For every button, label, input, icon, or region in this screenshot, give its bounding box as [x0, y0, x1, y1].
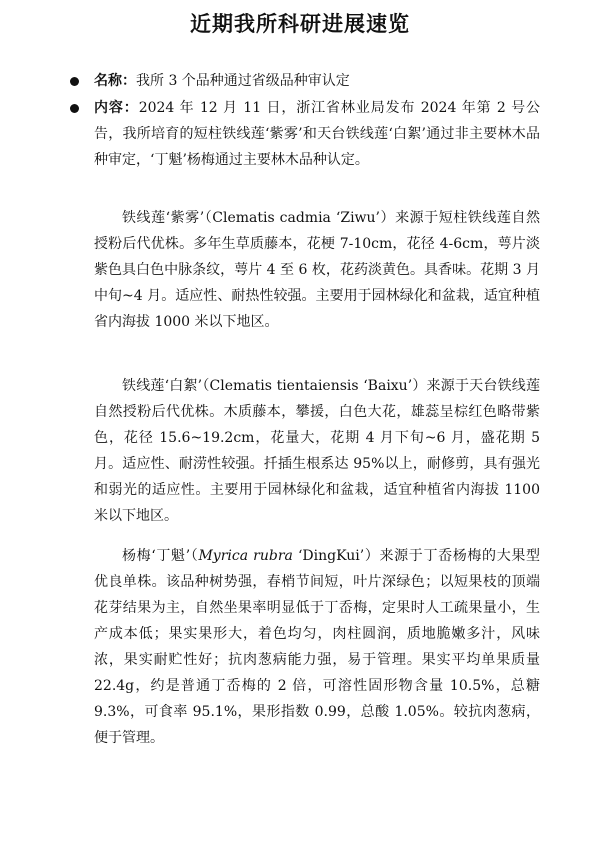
content-bullet-text — [94, 95, 540, 173]
name-bullet-row — [70, 68, 540, 94]
page-title: 近期我所科研进展速览 — [190, 11, 410, 36]
content-value: 2024 年 12 月 11 日，浙江省林业局发布 2024 年第 2 号公告，我所培育的短柱铁线莲‘紫雾’和天台铁线莲‘白絮’通过非主要林木品种审定，‘丁魁’杨梅通过主要林木品种认定。 — [94, 100, 540, 168]
paragraph-dingkui — [94, 543, 540, 751]
content-label: 内容： — [94, 100, 139, 116]
dingkui-latin-name: Myrica rubra — [198, 548, 293, 564]
bullet-icon — [70, 104, 79, 113]
paragraph-ziwu: 铁线莲‘紫雾’（Clematis cadmia ‘Ziwu’）来源于短柱铁线莲自然授粉后代优株。多年生草质藤本，花梗 7-10cm，花径 4-6cm，萼片淡紫色具白色中脉条纹，萼片 4 至 6 枚，花药淡黄色。具香味。花期 3 月中旬~4 月。适应性、耐热性较强。主要用于园林绿化和盆栽，适宜种植省内海拔 1000 米以下地区。 — [94, 210, 540, 330]
bullet-icon — [70, 77, 79, 86]
dingkui-text-post: ‘DingKui’）来源于丁岙杨梅的大果型优良单株。该品种树势强，春梢节间短，叶片深绿色；以短果枝的顶端花芽结果为主，自然坐果率明显低于丁岙梅，定果时人工疏果量小，生产成本低；果实果形大，着色均匀，肉柱圆润，质地脆嫩多汁，风味浓，果实耐贮性好；抗肉葱病能力强，易于管理。果实平均单果质量 22.4g，约是普通丁岙梅的 2 倍，可溶性固形物含量 10.5%，总糖 9.3%，可食率 95.1%，果形指数 0.99，总酸 1.05%。较抗肉葱病，便于管理。 — [94, 548, 540, 746]
content-bullet-row — [70, 95, 540, 173]
name-value: 我所 3 个品种通过省级品种审认定 — [136, 73, 350, 89]
name-label: 名称： — [94, 73, 136, 89]
dingkui-text-pre: 杨梅‘丁魁’（ — [122, 548, 199, 564]
paragraph-baixu: 铁线莲‘白絮’（Clematis tientaiensis ‘Baixu’）来源于天台铁线莲自然授粉后代优株。木质藤本，攀援，白色大花，雄蕊呈棕红色略带紫色，花径 15.6~19.2cm，花量大，花期 4 月下旬~6 月，盛花期 5 月。适应性、耐涝性较强。扦插生根系达 95%以上，耐修剪，具有强光和弱光的适应性。主要用于园林绿化和盆栽，适宜种植省内海拔 1100 米以下地区。 — [94, 378, 540, 524]
name-bullet-text — [94, 68, 540, 94]
